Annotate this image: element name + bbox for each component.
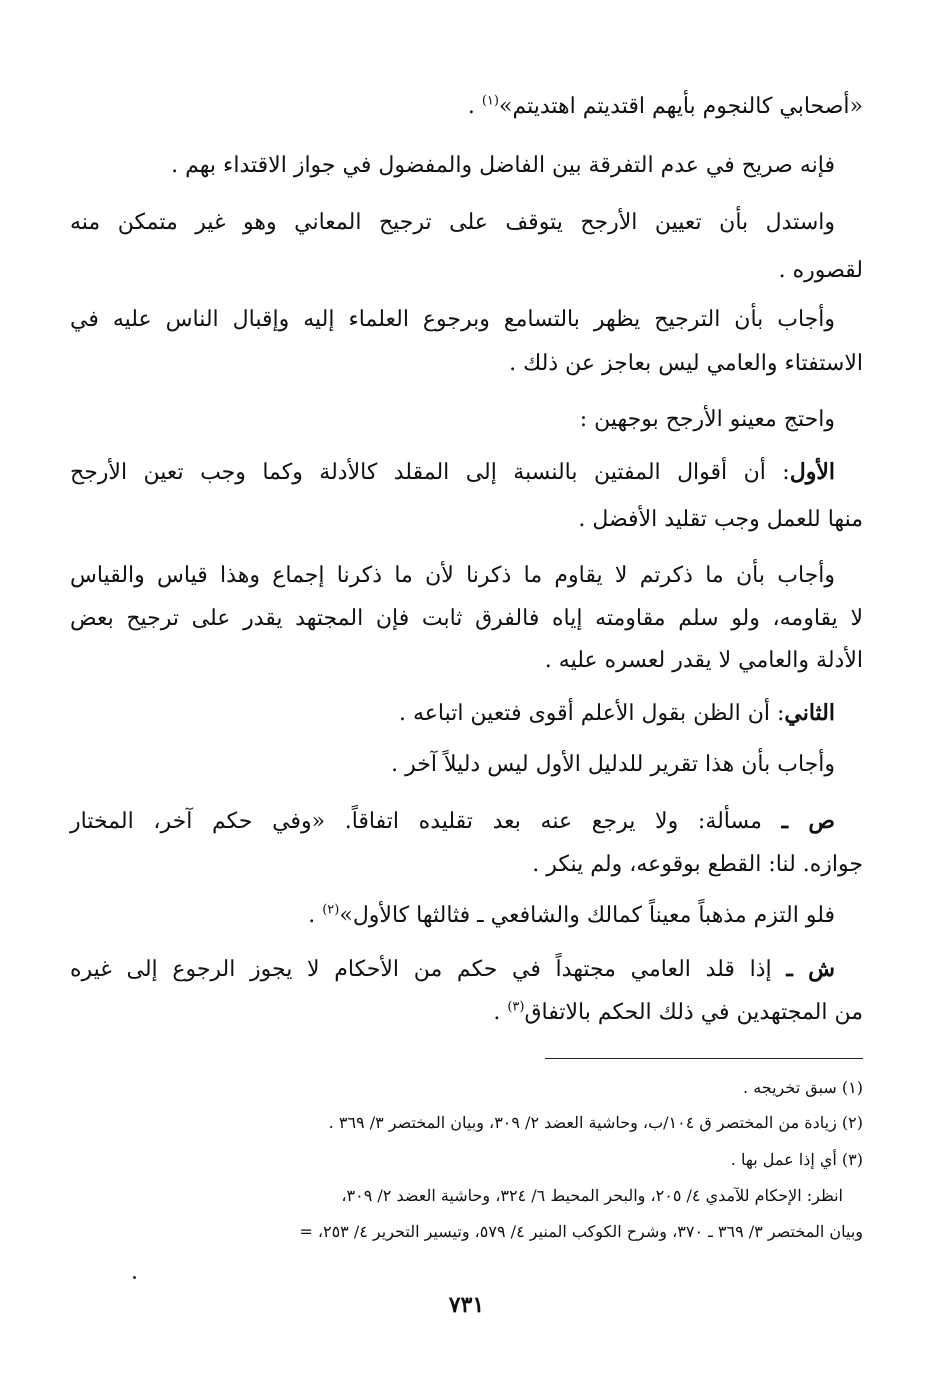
punctuation: .	[493, 1000, 508, 1025]
sharh-text: إذا قلد العامي مجتهداً في حكم من الأحكام لا يجوز الرجوع إلى غيره	[70, 957, 787, 982]
text-line: جوازه. لنا: القطع بوقوعه، ولم ينكر .	[532, 852, 863, 877]
text-line	[70, 806, 835, 837]
matn-text: فلو التزم مذهباً معيناً كمالك والشافعي ـ فثالثها كالأول»	[339, 903, 835, 928]
text-line: منها للعمل وجب تقليد الأفضل .	[578, 507, 863, 532]
page-number: ٧٣١	[448, 1292, 485, 1318]
footnote-ref-1[interactable]: (١)	[481, 93, 499, 109]
footnote-2: (٢) زيادة من المختصر ق ١٠٤/ب، وحاشية العضد ٢/ ٣٠٩، وبيان المختصر ٣/ ٣٦٩ .	[328, 1113, 863, 1132]
footnote-1: (١) سبق تخريجه .	[743, 1078, 863, 1097]
sharh-text: من المجتهدين في ذلك الحكم بالاتفاق	[524, 1000, 863, 1025]
speck-mark	[133, 1276, 136, 1279]
footnote-3-continued: وبيان المختصر ٣/ ٣٦٩ ـ ٣٧٠، وشرح الكوكب المنير ٤/ ٥٧٩، وتيسير التحرير ٤/ ٢٥٣، =	[299, 1222, 863, 1241]
text-line: وأجاب بأن ما ذكرتم لا يقاوم ما ذكرنا لأن ما ذكرنا إجماع وهذا قياس والقياس	[70, 563, 835, 588]
point-heading-second: الثاني	[784, 700, 835, 726]
text-line: الاستفتاء والعامي ليس بعاجز عن ذلك .	[509, 351, 863, 376]
matn-text: مسألة: ولا يرجع عنه بعد تقليده اتفاقاً. «وفي حكم آخر، المختار	[70, 809, 782, 834]
text-line	[70, 901, 835, 931]
footnote-ref-3[interactable]: (٣)	[507, 999, 525, 1015]
text-line: واستدل بأن تعيين الأرجح يتوقف على ترجيح المعاني وهو غير متمكن منه	[70, 210, 835, 235]
footnote-ref-2[interactable]: (٢)	[322, 902, 340, 918]
punctuation: .	[308, 903, 323, 928]
text-line: الأدلة والعامي لا يقدر لعسره عليه .	[544, 648, 863, 673]
point-heading-first: الأول	[789, 459, 835, 485]
footnote-3: (٣) أي إذا عمل بها .	[730, 1150, 863, 1169]
text-line: لا يقاومه، ولو سلم مقاومته إياه فالفرق ثابت فإن المجتهد يقدر على ترجيح بعض	[70, 606, 863, 631]
point-text: : أن أقوال المفتين بالنسبة إلى المقلد كالأدلة وكما وجب تعين الأرجح	[70, 460, 790, 485]
text-line	[70, 954, 835, 985]
text-line	[70, 457, 835, 488]
footnote-3-continued: انظر: الإحكام للآمدي ٤/ ٢٠٥، والبحر المحيط ٦/ ٣٢٤، وحاشية العضد ٢/ ٣٠٩،	[341, 1186, 843, 1205]
matn-marker: ص ـ	[781, 808, 835, 834]
punctuation: .	[467, 94, 482, 119]
text-line	[70, 698, 835, 729]
hadith-quote: «أصحابي كالنجوم بأيهم اقتديتم اهتديتم»	[498, 94, 863, 119]
text-line	[70, 92, 863, 122]
text-line: فإنه صريح في عدم التفرقة بين الفاضل والمفضول في جواز الاقتداء بهم .	[171, 153, 835, 178]
text-line: واحتج معينو الأرجح بوجهين :	[579, 407, 835, 432]
text-line	[70, 998, 863, 1028]
text-line: وأجاب بأن هذا تقرير للدليل الأول ليس دليلاً آخر .	[391, 752, 835, 777]
sharh-marker: ش ـ	[786, 956, 835, 982]
text-line: وأجاب بأن الترجيح يظهر بالتسامع وبرجوع العلماء إليه وإقبال الناس عليه في	[70, 307, 835, 332]
text-line: لقصوره .	[778, 258, 863, 283]
footnote-divider	[545, 1058, 863, 1059]
point-text: : أن الظن بقول الأعلم أقوى فتعين اتباعه .	[398, 701, 785, 726]
